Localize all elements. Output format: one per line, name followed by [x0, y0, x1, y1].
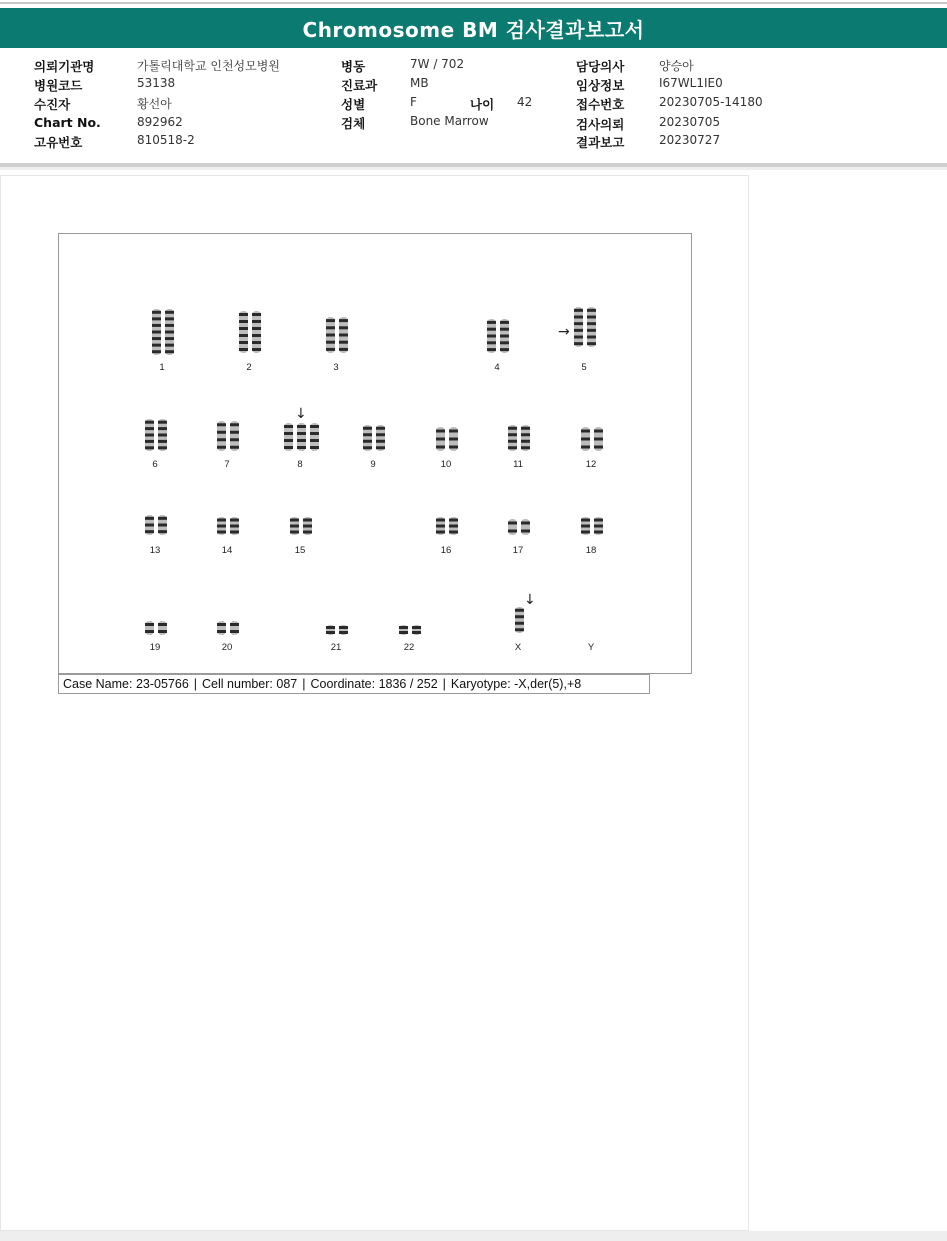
chromosome-band [230, 438, 239, 441]
chromosome-band [500, 341, 509, 344]
chromosome-band [152, 311, 161, 314]
chromosome-band [145, 440, 154, 443]
chromosome-band [574, 322, 583, 325]
caption-coordinate: Coordinate: 1836 / 252 [310, 677, 438, 691]
chromosome-band [158, 623, 167, 626]
chromosome-pair-18 [580, 516, 604, 536]
chromosome-band [587, 316, 596, 319]
chromosome-band [363, 433, 372, 436]
chromosome-band [508, 522, 517, 525]
chromosome-band [449, 531, 458, 534]
value-request-date: 20230705 [659, 115, 721, 129]
chromosome-band [487, 341, 496, 344]
chromosome-pair-21 [325, 624, 349, 636]
chromosome-label-12: 12 [585, 459, 597, 470]
chromosome-band [581, 430, 590, 433]
chromosome-band [326, 326, 335, 329]
chromosome-pair-9 [362, 424, 386, 452]
chromosome-band [145, 517, 154, 520]
chromosome-band [587, 309, 596, 312]
chromosome-pair-15 [289, 516, 313, 536]
chromosome-band [145, 446, 154, 449]
chromosome-band [217, 423, 226, 426]
chromosome-label-9: 9 [370, 459, 376, 470]
chromosome [239, 311, 248, 353]
chromosome-pair-20 [216, 620, 240, 636]
chromosome-band [165, 350, 174, 353]
chromosome-band [436, 446, 445, 449]
chromosome-band [500, 348, 509, 351]
chromosome-band [574, 342, 583, 345]
chromosome-pair-8 [283, 422, 320, 452]
chromosome-band [217, 630, 226, 633]
chromosome-band [217, 525, 226, 528]
chromosome-band [158, 421, 167, 424]
chromosome-band [436, 519, 445, 522]
label-chart-no: Chart No. [34, 115, 101, 130]
chromosome-band [239, 334, 248, 337]
chromosome-label-11: 11 [513, 459, 523, 470]
chromosome-band [297, 446, 306, 449]
chromosome-pair-5 [573, 306, 597, 348]
label-age: 나이 [470, 97, 495, 112]
chromosome-band [297, 425, 306, 428]
chromosome-pair-4 [486, 318, 510, 354]
label-report-date: 결과보고 [576, 135, 625, 150]
bottom-strip [0, 1231, 947, 1241]
chromosome-pair-16 [435, 516, 459, 536]
label-specimen: 검체 [341, 116, 366, 131]
chromosome-band [449, 446, 458, 449]
chromosome-band [449, 430, 458, 433]
chromosome-band [158, 440, 167, 443]
chromosome-band [152, 317, 161, 320]
chromosome-band [252, 320, 261, 323]
chromosome-band [165, 337, 174, 340]
chromosome-label-5: 5 [581, 362, 587, 373]
chromosome-band [217, 519, 226, 522]
chromosome-pair-17 [507, 518, 531, 536]
chromosome-pair-19 [144, 620, 168, 636]
chromosome [521, 519, 530, 535]
chromosome-band [487, 335, 496, 338]
chromosome-band [303, 531, 312, 534]
chromosome-band [217, 531, 226, 534]
chromosome-band [581, 438, 590, 441]
caption-separator: | [442, 677, 446, 691]
chromosome-label-X: X [514, 642, 522, 653]
chromosome-band [399, 631, 408, 634]
chromosome-band [284, 432, 293, 435]
chromosome-band [339, 319, 348, 322]
chromosome-band [508, 427, 517, 430]
chromosome-band [574, 316, 583, 319]
chromosome-band [508, 530, 517, 533]
chromosome-band [376, 427, 385, 430]
chromosome-band [521, 446, 530, 449]
chromosome-band [230, 423, 239, 426]
chromosome-band [521, 433, 530, 436]
chromosome-label-13: 13 [149, 545, 161, 556]
chromosome-band [521, 522, 530, 525]
chromosome-band [574, 329, 583, 332]
chromosome-band [515, 609, 524, 612]
karyogram-caption [58, 674, 650, 694]
chromosome-band [145, 421, 154, 424]
chromosome-pair-14 [216, 516, 240, 536]
chromosome-band [303, 519, 312, 522]
chromosome-band [310, 432, 319, 435]
chromosome-band [581, 525, 590, 528]
label-requesting-institution: 의뢰기관명 [34, 59, 95, 74]
chromosome-band [594, 531, 603, 534]
chromosome-band [239, 313, 248, 316]
chromosome-band [521, 530, 530, 533]
chromosome-band [376, 433, 385, 436]
chromosome-band [284, 425, 293, 428]
label-request-date: 검사의뢰 [576, 117, 625, 132]
value-patient-name: 황선아 [137, 97, 172, 111]
value-report-date: 20230727 [659, 133, 721, 147]
chromosome-band [376, 446, 385, 449]
chromosome-band [145, 427, 154, 430]
chromosome-band [297, 439, 306, 442]
chromosome-band [581, 446, 590, 449]
chromosome-label-1: 1 [159, 362, 165, 373]
chromosome-band [165, 344, 174, 347]
chromosome-band [399, 626, 408, 629]
chromosome-band [594, 525, 603, 528]
value-age: 42 [517, 95, 533, 109]
value-unique-id: 810518-2 [137, 133, 195, 147]
chromosome-band [339, 326, 348, 329]
label-clinical-info: 임상정보 [576, 78, 625, 93]
chromosome-band [500, 335, 509, 338]
chromosome-band [252, 313, 261, 316]
chromosome-band [436, 531, 445, 534]
report-title: Chromosome BM 검사결과보고서 [0, 8, 947, 48]
chromosome-band [587, 342, 596, 345]
chromosome-band [376, 440, 385, 443]
right-margin [750, 170, 947, 1241]
chromosome-band [449, 525, 458, 528]
chromosome-band [339, 626, 348, 629]
label-patient-name: 수진자 [34, 97, 71, 112]
chromosome-band [587, 329, 596, 332]
chromosome-band [297, 432, 306, 435]
chromosome-band [326, 341, 335, 344]
chromosome-band [165, 317, 174, 320]
chromosome-band [152, 337, 161, 340]
value-requesting-institution: 가톨릭대학교 인천성모병원 [137, 59, 280, 73]
chromosome-band [239, 327, 248, 330]
chromosome-band [145, 524, 154, 527]
chromosome-label-15: 15 [294, 545, 306, 556]
chromosome-band [152, 331, 161, 334]
chromosome-band [165, 331, 174, 334]
chromosome-pair-1 [151, 308, 175, 356]
chromosome-band [310, 446, 319, 449]
chromosome-pair-13 [144, 514, 168, 536]
chromosome-band [594, 519, 603, 522]
chromosome-band [217, 446, 226, 449]
chromosome-band [587, 322, 596, 325]
chromosome-band [363, 446, 372, 449]
chromosome-label-19: 19 [149, 642, 161, 653]
chromosome-label-16: 16 [440, 545, 452, 556]
chromosome-band [165, 311, 174, 314]
chromosome-band [581, 531, 590, 534]
chromosome-band [587, 336, 596, 339]
chromosome-pair-2 [238, 310, 262, 354]
chromosome-label-21: 21 [330, 642, 342, 653]
chromosome-band [326, 626, 335, 629]
chromosome-label-2: 2 [246, 362, 252, 373]
chromosome [587, 307, 596, 347]
value-accession-no: 20230705-14180 [659, 95, 763, 109]
chromosome-band [594, 438, 603, 441]
chromosome-band [508, 440, 517, 443]
chromosome-band [339, 341, 348, 344]
arrow-down-chrX: ↓ [524, 592, 536, 608]
chromosome-band [145, 434, 154, 437]
chromosome-label-7: 7 [224, 459, 230, 470]
chromosome-band [326, 334, 335, 337]
value-department: MB [410, 76, 429, 90]
chromosome-band [230, 431, 239, 434]
chromosome-band [230, 623, 239, 626]
chromosome-pair-X [514, 606, 525, 634]
caption-case-name: Case Name: 23-05766 [63, 677, 189, 691]
chromosome-pair-3 [325, 316, 349, 354]
label-department: 진료과 [341, 78, 378, 93]
chromosome-pair-10 [435, 426, 459, 452]
chromosome-band [310, 439, 319, 442]
arrow-down-chr8: ↓ [295, 406, 307, 422]
chromosome-band [436, 525, 445, 528]
chromosome-band [436, 438, 445, 441]
caption-cell-number: Cell number: 087 [202, 677, 298, 691]
chromosome-band [158, 630, 167, 633]
chromosome-band [145, 530, 154, 533]
label-ward: 병동 [341, 59, 366, 74]
chromosome-pair-12 [580, 426, 604, 452]
chromosome-band [230, 446, 239, 449]
chromosome-label-8: 8 [297, 459, 303, 470]
chromosome-band [158, 427, 167, 430]
chromosome-band [158, 524, 167, 527]
chromosome-band [515, 615, 524, 618]
caption-separator: | [193, 677, 198, 691]
label-accession-no: 접수번호 [576, 97, 625, 112]
chromosome-band [145, 630, 154, 633]
value-chart-no: 892962 [137, 115, 183, 129]
chromosome-label-20: 20 [221, 642, 233, 653]
caption-separator: | [302, 677, 306, 691]
chromosome-band [339, 631, 348, 634]
label-sex: 성별 [341, 97, 366, 112]
chromosome-pair-22 [398, 624, 422, 636]
chromosome-band [252, 341, 261, 344]
chromosome-pair-7 [216, 420, 240, 452]
chromosome-label-4: 4 [494, 362, 500, 373]
chromosome-band [326, 348, 335, 351]
chromosome-band [230, 630, 239, 633]
chromosome-band [217, 438, 226, 441]
chromosome-band [284, 446, 293, 449]
chromosome-band [230, 531, 239, 534]
chromosome-pair-6 [144, 418, 168, 452]
chromosome [508, 519, 517, 535]
chromosome-band [158, 530, 167, 533]
chromosome-band [284, 439, 293, 442]
caption-karyotype: Karyotype: -X,der(5),+8 [450, 677, 582, 691]
karyogram-image [58, 233, 692, 674]
chromosome-band [230, 525, 239, 528]
chromosome-band [217, 623, 226, 626]
chromosome-pair-11 [507, 424, 531, 452]
top-divider [0, 2, 947, 4]
chromosome-band [594, 446, 603, 449]
chromosome-band [412, 631, 421, 634]
chromosome-band [230, 519, 239, 522]
chromosome-band [152, 350, 161, 353]
chromosome-band [500, 328, 509, 331]
value-hospital-code: 53138 [137, 76, 176, 90]
chromosome-band [521, 427, 530, 430]
value-specimen: Bone Marrow [410, 114, 489, 128]
chromosome-band [508, 446, 517, 449]
patient-info-section [0, 48, 947, 165]
chromosome-band [412, 626, 421, 629]
chromosome-label-3: 3 [333, 362, 339, 373]
chromosome-band [303, 525, 312, 528]
chromosome-band [290, 519, 299, 522]
chromosome-band [436, 430, 445, 433]
chromosome-band [152, 344, 161, 347]
chromosome-band [487, 321, 496, 324]
chromosome-label-17: 17 [512, 545, 524, 556]
chromosome-band [158, 517, 167, 520]
chromosome-band [290, 525, 299, 528]
chromosome-band [217, 431, 226, 434]
chromosome-band [290, 531, 299, 534]
chromosome-band [165, 324, 174, 327]
chromosome-band [339, 334, 348, 337]
chromosome-band [239, 348, 248, 351]
chromosome-band [363, 427, 372, 430]
chromosome-band [239, 341, 248, 344]
chromosome-band [594, 430, 603, 433]
chromosome-band [152, 324, 161, 327]
chromosome-band [515, 622, 524, 625]
chromosome-band [239, 320, 248, 323]
chromosome [574, 307, 583, 347]
chromosome-band [310, 425, 319, 428]
chromosome-band [521, 440, 530, 443]
chromosome-label-10: 10 [440, 459, 452, 470]
chromosome-band [487, 328, 496, 331]
chromosome-band [252, 334, 261, 337]
chromosome-label-6: 6 [152, 459, 158, 470]
chromosome-label-18: 18 [585, 545, 597, 556]
arrow-right-chr5: → [558, 324, 570, 340]
chromosome [252, 311, 261, 353]
chromosome-label-22: 22 [403, 642, 415, 653]
chromosome-band [252, 327, 261, 330]
chromosome-band [339, 348, 348, 351]
value-sex: F [410, 95, 417, 109]
value-clinical-info: I67WL1IE0 [659, 76, 723, 90]
label-hospital-code: 병원코드 [34, 78, 83, 93]
chromosome-band [500, 321, 509, 324]
value-ward: 7W / 702 [410, 57, 465, 71]
chromosome-band [158, 446, 167, 449]
chromosome-band [449, 519, 458, 522]
chromosome-label-Y: Y [587, 642, 595, 653]
chromosome-band [326, 319, 335, 322]
chromosome-band [515, 628, 524, 631]
chromosome-band [158, 434, 167, 437]
chromosome-band [574, 309, 583, 312]
chromosome-band [145, 623, 154, 626]
chromosome-band [449, 438, 458, 441]
label-unique-id: 고유번호 [34, 135, 83, 150]
chromosome-band [252, 348, 261, 351]
chromosome-label-14: 14 [221, 545, 233, 556]
chromosome-band [363, 440, 372, 443]
label-attending-doctor: 담당의사 [576, 59, 625, 74]
chromosome-band [326, 631, 335, 634]
value-attending-doctor: 양승아 [659, 59, 694, 73]
chromosome-band [581, 519, 590, 522]
chromosome-band [487, 348, 496, 351]
chromosome-band [508, 433, 517, 436]
chromosome-band [574, 336, 583, 339]
